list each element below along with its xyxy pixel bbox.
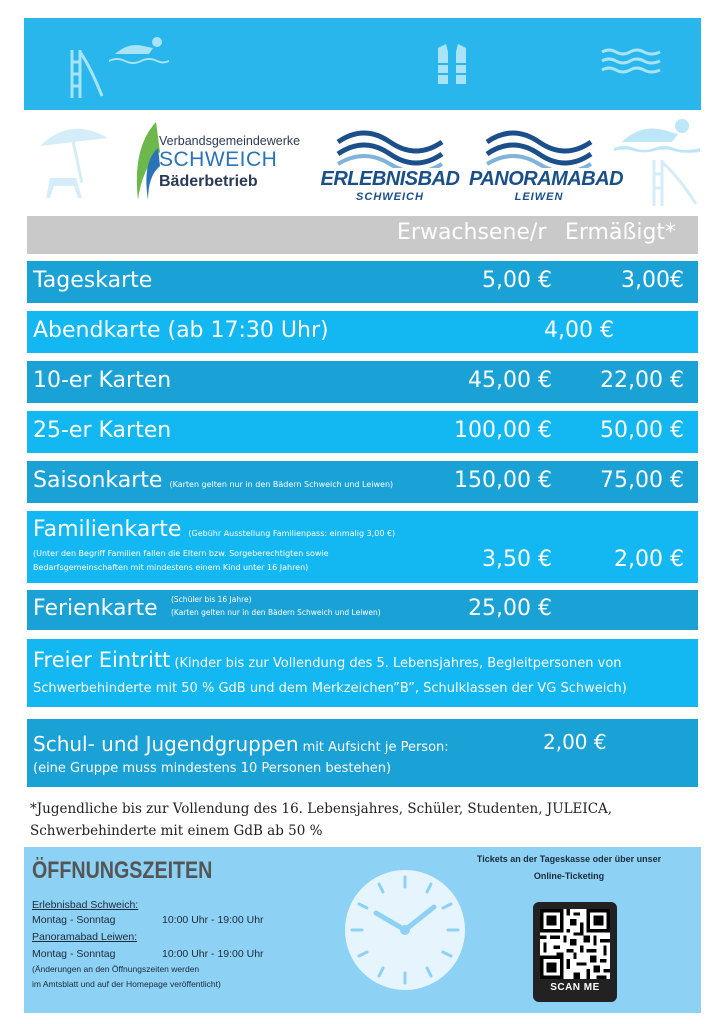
slide-icon [648, 156, 698, 208]
scan-me-label: SCAN ME [550, 982, 600, 993]
tickets-info [469, 851, 669, 885]
price-adult: 5,00 € [482, 268, 552, 293]
row-label-main: Ferienkarte [33, 596, 158, 621]
row-label-main: Saisonkarte [33, 468, 163, 493]
row-10er-karten [27, 361, 698, 403]
erlebnisbad-logo [320, 122, 460, 208]
row-freier-eintritt [27, 639, 698, 707]
familienkarte-detail-1: (Unter den Begriff Familien fallen die Eltern bzw. Sorgeberechtigten sowie [33, 549, 329, 558]
erlebnisbad-hours-label: Erlebnisbad Schweich: [32, 899, 139, 911]
top-banner [24, 18, 701, 110]
tickets-line-1: Tickets an der Tageskasse oder über unser [476, 854, 662, 864]
col-reduced-header: Ermäßigt* [565, 220, 677, 245]
col-adult-header: Erwachsene/r [397, 220, 547, 245]
price-reduced: 2,00 € [614, 547, 684, 572]
wave-logo-icon [334, 122, 446, 168]
tickets-line-2: Online-Ticketing [533, 871, 605, 881]
price-reduced: 22,00 € [600, 368, 684, 393]
row-label-main: Freier Eintritt [33, 648, 171, 672]
price-reduced: 50,00 € [600, 418, 684, 443]
price-single: 4,00 € [544, 318, 614, 343]
vg-line2: SCHWEICH [159, 148, 278, 171]
footnote-line-2: Schwerbehinderte mit einem GdB ab 50 % [30, 823, 323, 839]
days: Montag - Sonntag [32, 914, 116, 926]
price-adult: 45,00 € [468, 368, 552, 393]
hours-note-2: im Amtsblatt und auf der Homepage veröffentlicht) [32, 979, 221, 989]
days: Montag - Sonntag [32, 948, 116, 960]
schulgruppen-line-2: (eine Gruppe muss mindestens 10 Personen bestehen) [33, 761, 392, 776]
row-label: Tageskarte [33, 268, 153, 293]
row-tageskarte [27, 261, 698, 303]
row-label: 10-er Karten [33, 368, 172, 393]
row-abendkarte [27, 311, 698, 353]
row-label-main: Schul- und Jugendgruppen [33, 732, 299, 756]
panoramabad-name: PANORAMABAD [469, 168, 624, 190]
row-25er-karten [27, 411, 698, 453]
time: 10:00 Uhr - 19:00 Uhr [162, 914, 264, 926]
price-single: 25,00 € [468, 596, 552, 621]
row-label-rest: (Kinder bis zur Vollendung des 5. Lebensjahres, Begleitpersonen von [170, 656, 622, 671]
panoramabad-hours [32, 948, 264, 960]
row-label-main: Familienkarte [33, 517, 182, 542]
slide-icon [64, 46, 104, 102]
footnote-line-1: *Jugendliche bis zur Vollendung des 16. Lebensjahres, Schüler, Studenten, JULEICA, [30, 801, 613, 817]
price-single: 2,00 € [543, 730, 607, 754]
row-label [33, 517, 395, 542]
life-vest-icon [434, 42, 470, 86]
row-saisonkarte [27, 461, 698, 503]
vg-line1: Verbandsgemeindewerke [159, 134, 301, 148]
row-label: 25-er Karten [33, 418, 172, 443]
swoosh-icon [130, 118, 160, 202]
price-adult: 150,00 € [454, 468, 552, 493]
footnote [30, 798, 700, 842]
opening-hours-panel [24, 847, 701, 1013]
panoramabad-hours-label: Panoramabad Leiwen: [32, 931, 138, 943]
row-label: Abendkarte (ab 17:30 Uhr) [33, 318, 329, 343]
umbrella-icon [30, 116, 126, 206]
row-label-note: (Gebühr Ausstellung Familienpass: einmalig 3,00 €) [188, 529, 396, 538]
familienkarte-detail-2: Bedarfsgemeinschaften mit mindestens einem Kind unter 16 Jahren) [33, 563, 309, 572]
row-label-note: (Karten gelten nur in den Bädern Schweich und Leiwen) [169, 480, 394, 489]
row-label [33, 648, 622, 672]
swimmer-icon [614, 114, 700, 154]
erlebnisbad-hours [32, 914, 264, 926]
opening-hours-title: ÖFFNUNGSZEITEN [32, 857, 213, 884]
waves-icon [600, 48, 662, 74]
wave-logo-icon [483, 122, 595, 168]
time: 10:00 Uhr - 19:00 Uhr [162, 948, 264, 960]
row-label [33, 732, 449, 756]
price-reduced: 75,00 € [600, 468, 684, 493]
row-schulgruppen [27, 719, 698, 787]
price-adult: 100,00 € [454, 418, 552, 443]
ferienkarte-note-2: (Karten gelten nur in den Bädern Schweich und Leiwen) [171, 608, 381, 617]
panoramabad-logo [469, 122, 624, 208]
logo-area [24, 112, 701, 210]
swimmer-icon [109, 34, 169, 64]
vg-line3: Bäderbetrieb [159, 173, 258, 190]
price-reduced: 3,00€ [621, 268, 684, 293]
price-adult: 3,50 € [482, 547, 552, 572]
qr-code-icon[interactable] [540, 909, 610, 979]
erlebnisbad-name: ERLEBNISBAD [320, 168, 460, 190]
clock-icon [342, 867, 468, 993]
price-table-header [27, 216, 698, 254]
freier-eintritt-line-2: Schwerbehinderte mit 50 % GdB und dem Merkzeichen”B”, Schulklassen der VG Schweich) [33, 681, 627, 696]
row-familienkarte [27, 511, 698, 583]
ferienkarte-note-1: (Schüler bis 16 Jahre) [171, 595, 252, 604]
panoramabad-sub: LEIWEN [514, 191, 564, 203]
row-label [33, 468, 393, 493]
qr-code-box[interactable] [533, 902, 617, 1002]
row-ferienkarte [27, 590, 698, 630]
row-label-rest: mit Aufsicht je Person: [298, 740, 449, 755]
hours-note-1: (Änderungen an den Öffnungszeiten werden [32, 964, 200, 974]
erlebnisbad-sub: SCHWEICH [356, 191, 424, 203]
vg-schweich-logo [126, 112, 322, 208]
